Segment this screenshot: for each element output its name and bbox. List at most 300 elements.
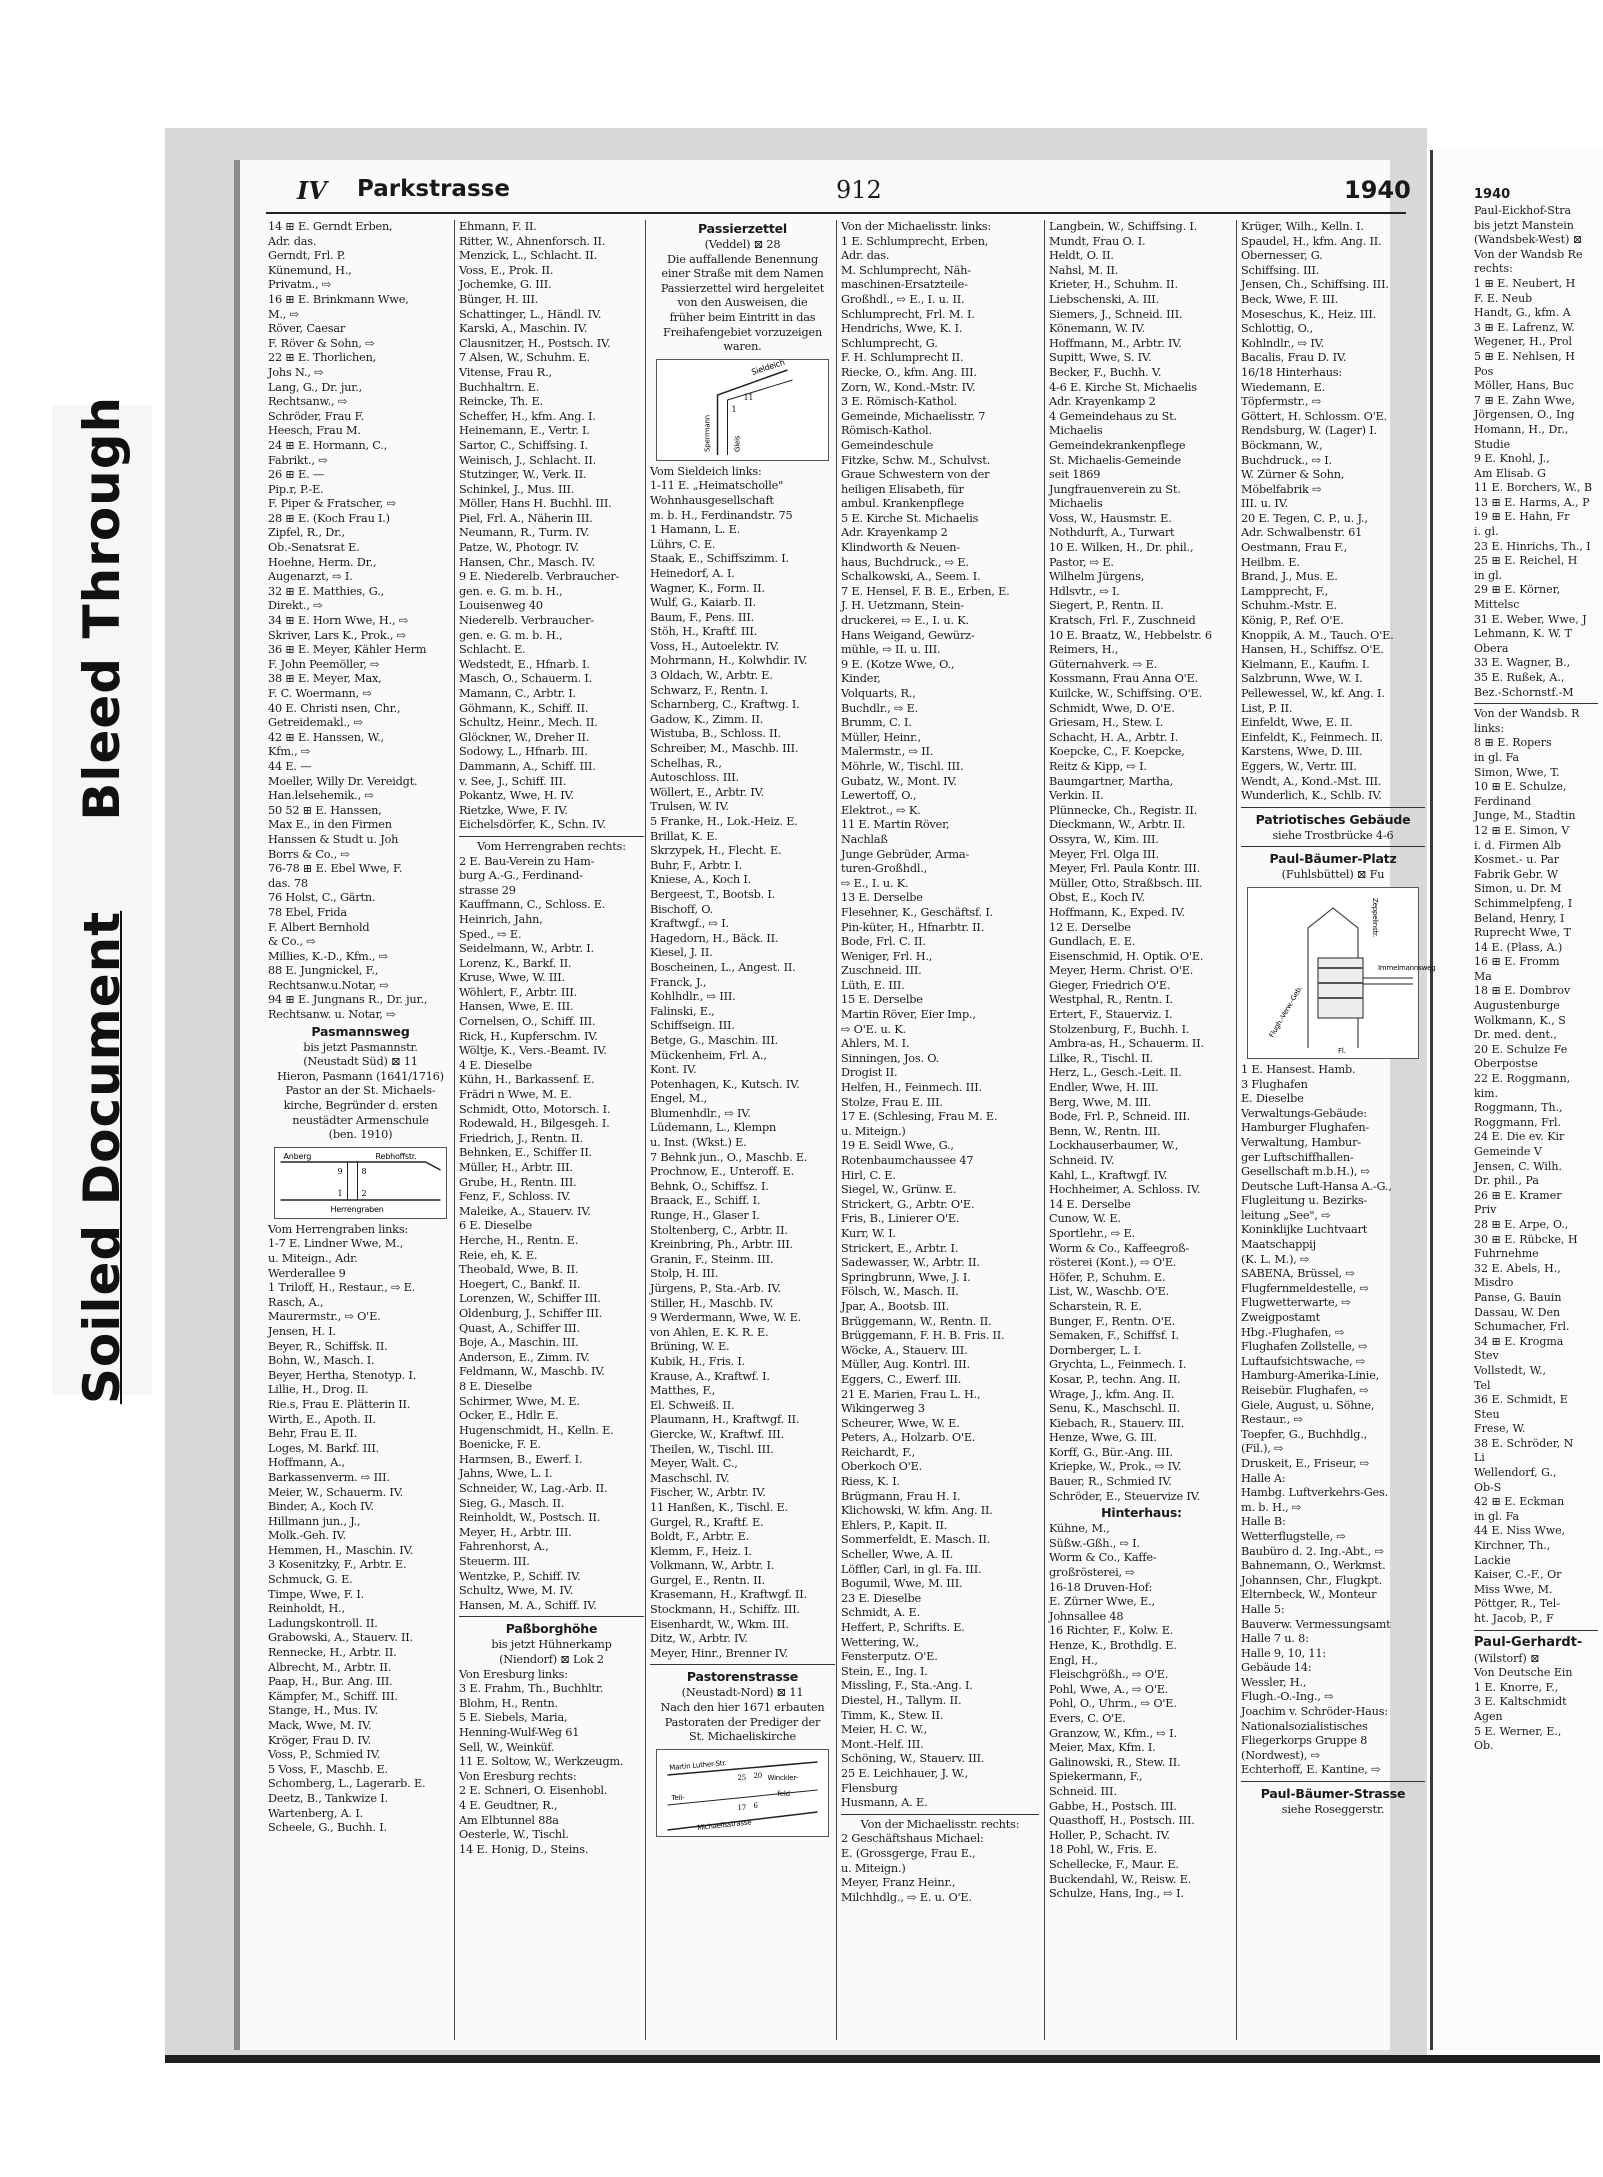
directory-entry: Maschschl. IV. [650, 1471, 730, 1485]
directory-entry: Meyer, Hinr., Brenner IV. [650, 1646, 789, 1660]
column-divider [1044, 220, 1045, 2040]
directory-entry: Dieckmann, W., Arbtr. II. [1049, 818, 1186, 832]
directory-entry: Wetterflugstelle, ⇨ [1241, 1529, 1346, 1543]
directory-entry: Lührs, C. E. [650, 537, 716, 551]
directory-entry: 34 ⊞ E. Krogma [1474, 1334, 1564, 1348]
subsection-heading: Vom Herrengraben rechts: [477, 839, 626, 853]
directory-entry: Gundlach, E. E. [1049, 935, 1136, 949]
directory-entry: Springbrunn, Wwe, J. I. [841, 1270, 971, 1284]
directory-entry: Johnsallee 48 [1049, 1609, 1124, 1623]
directory-entry: 3 Kosenitzky, F., Arbtr. E. [268, 1558, 407, 1572]
directory-entry: 5 ⊞ E. Nehlsen, H [1474, 349, 1575, 363]
directory-entry: Flugwetterwarte, ⇨ [1241, 1296, 1351, 1310]
directory-entry: Oesterle, W., Tischl. [459, 1828, 569, 1842]
directory-entry: Stange, H., Mus. IV. [268, 1704, 379, 1718]
directory-entry: Gemeindeschule [841, 438, 934, 452]
subsection-heading: Hinterhaus: [1101, 1505, 1182, 1521]
directory-entry: das. 78 [268, 876, 308, 890]
directory-entry: Bunger, F., Rentn. O'E. [1049, 1314, 1176, 1328]
directory-entry: Pokantz, Wwe, H. IV. [459, 789, 574, 803]
directory-entry: Hieron, Pasmann (1641/1716) [277, 1069, 444, 1083]
directory-entry: Wunderlich, K., Schlb. IV. [1241, 789, 1382, 803]
directory-entry: Möller, Hans, Buc [1474, 379, 1574, 393]
directory-entry: Herche, H., Rentn. E. [459, 1233, 579, 1247]
directory-entry: Granzow, W., Kfm., ⇨ I. [1049, 1726, 1177, 1740]
directory-entry: Möhrle, W., Tischl. III. [841, 759, 964, 773]
directory-entry: Kiesel, J. II. [650, 946, 713, 960]
directory-entry: leitung „See", ⇨ [1241, 1208, 1331, 1222]
directory-entry: List, P. II. [1241, 701, 1293, 715]
directory-entry: Lackie [1474, 1553, 1511, 1567]
directory-entry: Luftaufsichtswache, ⇨ [1241, 1354, 1366, 1368]
directory-entry: (Nordwest), ⇨ [1241, 1748, 1320, 1762]
directory-entry: Bode, Frl. C. II. [841, 935, 926, 949]
map-drawing [275, 1148, 446, 1218]
map-drawing [657, 1750, 828, 1836]
directory-entry: Michaelis [1049, 497, 1103, 511]
directory-entry: Töpfermstr., ⇨ [1241, 395, 1322, 409]
directory-entry: Hansen, M. A., Schiff. IV. [459, 1598, 597, 1612]
directory-entry: 21 E. Marien, Frau L. H., [841, 1387, 981, 1401]
directory-entry: & Co., ⇨ [268, 935, 316, 949]
directory-entry: Stutzinger, W., Verk. II. [459, 468, 587, 482]
map-label: Fl. [1338, 1046, 1346, 1055]
directory-entry: E. (Grossgerge, Frau E., [841, 1846, 976, 1860]
directory-entry: Hansen, Wwe, E. III. [459, 1000, 574, 1014]
directory-entry: Moseschus, K., Heiz. III. [1241, 307, 1376, 321]
directory-entry: Binder, A., Koch IV. [268, 1500, 374, 1514]
directory-entry: Scheele, G., Buchh. I. [268, 1821, 387, 1835]
directory-entry: Voss, W., Hausmstr. E. [1049, 511, 1172, 525]
directory-entry: Schneider, W., Lag.-Arb. II. [459, 1482, 608, 1496]
directory-entry: 14 E. Honig, D., Steins. [459, 1842, 589, 1856]
directory-entry: 1 E. Knorre, F., [1474, 1680, 1559, 1694]
directory-entry: Strickert, G., Arbtr. O'E. [841, 1197, 975, 1211]
directory-entry: Frädri n Wwe, M. E. [459, 1088, 572, 1102]
directory-entry: Krasemann, H., Kraftwgf. II. [650, 1588, 807, 1602]
directory-entry: Priv [1474, 1203, 1497, 1217]
directory-entry: Li [1474, 1451, 1485, 1465]
directory-entry: List, W., Waschb. O'E. [1049, 1285, 1170, 1299]
directory-entry: Johs N., ⇨ [268, 365, 324, 379]
directory-entry: Rechtsanw. u. Notar, ⇨ [268, 1008, 396, 1022]
directory-entry: Rennecke, H., Arbtr. II. [268, 1646, 397, 1660]
directory-entry: Nach den hier 1671 erbauten [660, 1701, 825, 1715]
directory-entry: m. b. H., ⇨ [1241, 1500, 1302, 1514]
directory-entry: Passierzettel wird hergeleitet [660, 281, 825, 295]
directory-entry: 10 E. Wilken, H., Dr. phil., [1049, 541, 1194, 555]
map-label: 6 [753, 1801, 758, 1810]
directory-entry: Eggers, C., Ewerf. III. [841, 1372, 962, 1386]
directory-entry: E. Zürner Wwe, E., [1049, 1595, 1155, 1609]
directory-entry: Fleischgrößh., ⇨ O'E. [1049, 1668, 1169, 1682]
directory-entry: Halle 9, 10, 11: [1241, 1646, 1326, 1660]
directory-entry: Wöcke, A., Stauerv. III. [841, 1343, 968, 1357]
map-label: Rebhoffstr. [375, 1151, 417, 1161]
directory-entry: 6 E. Dieselbe [459, 1219, 532, 1233]
section-subtitle: (Neustadt Süd) ⊠ 11 [303, 1055, 418, 1069]
directory-entry: Niederelb. Verbraucher- [459, 614, 594, 628]
directory-entry: F. E. Neub [1474, 291, 1533, 305]
directory-entry: Schröder, E., Steuervize IV. [1049, 1489, 1201, 1503]
directory-entry: Westphal, R., Rentn. I. [1049, 993, 1173, 1007]
directory-entry: bis jetzt Manstein [1474, 218, 1574, 232]
directory-entry: Volquarts, R., [841, 687, 916, 700]
directory-entry: Runge, H., Glaser I. [650, 1209, 760, 1223]
directory-entry: 25 ⊞ E. Reichel, H [1474, 554, 1578, 568]
directory-entry: 38 E. Schröder, N [1474, 1436, 1574, 1450]
directory-entry: Lockhauserbaumer, W., [1049, 1139, 1179, 1153]
directory-entry: Ma [1474, 969, 1492, 983]
directory-entry: Hoffmann, M., Arbtr. IV. [1049, 336, 1182, 350]
directory-entry: Bauer, R., Schmied IV. [1049, 1475, 1172, 1489]
directory-entry: 18 Pohl, W., Fris. E. [1049, 1843, 1157, 1857]
directory-entry: Schmuck, G. E. [268, 1573, 353, 1587]
directory-entry: Schwarz, F., Rentn. I. [650, 683, 769, 697]
directory-entry: Schmidt, A. E. [841, 1606, 920, 1620]
directory-entry: Gabbe, H., Postsch. III. [1049, 1799, 1177, 1813]
directory-entry: Voss, E., Prok. II. [459, 263, 554, 277]
directory-entry: Steuerm. III. [459, 1555, 530, 1569]
directory-entry: Sped., ⇨ E. [459, 927, 522, 941]
directory-entry: rösterei (Kont.), ⇨ O'E. [1049, 1256, 1177, 1270]
directory-entry: 1 E. Hansest. Hamb. [1241, 1062, 1356, 1076]
section-subtitle: siehe Trostbrücke 4-6 [1272, 828, 1394, 842]
directory-entry: Hansen, H., Schiffsz. O'E. [1241, 643, 1384, 657]
directory-entry: gen. e. G. m. b. H., [459, 628, 563, 642]
directory-entry: Scheurer, Wwe, W. E. [841, 1416, 960, 1430]
directory-entry: Ehlers, P., Kapit. II. [841, 1518, 948, 1532]
directory-entry: Kaiser, C.-F., Or [1474, 1568, 1562, 1582]
directory-entry: Stolze, Frau E. III. [841, 1095, 943, 1109]
directory-entry: Gemeinde V [1474, 1145, 1542, 1158]
directory-entry: Könemann, W. IV. [1049, 322, 1145, 336]
directory-entry: 76 Holst, C., Gärtn. [268, 891, 376, 905]
directory-entry: Steu [1474, 1407, 1500, 1421]
directory-entry: Großhdl., ⇨ E., I. u. II. [841, 292, 965, 306]
directory-entry: Kriepke, W., Prok., ⇨ IV. [1049, 1460, 1182, 1474]
directory-entry: i. gl. [1474, 525, 1499, 539]
directory-entry: Ferdinand [1474, 794, 1532, 808]
directory-entry: Giele, August, u. Söhne, [1241, 1398, 1375, 1412]
directory-entry: Boldt, F., Arbtr. E. [650, 1530, 750, 1544]
directory-entry: u. Miteign., Adr. [268, 1252, 358, 1265]
directory-entry: Schlumprecht, G. [841, 336, 938, 350]
directory-entry: Voss, P., Schmied IV. [268, 1748, 380, 1762]
directory-entry: Peters, A., Holzarb. O'E. [841, 1431, 976, 1445]
directory-entry: 25 E. Leichhauer, J. W., [841, 1766, 968, 1780]
section-subtitle: siehe Roseggerstr. [1281, 1803, 1385, 1817]
directory-entry: Lewertoff, O., [841, 789, 917, 803]
directory-entry: Timm, K., Stew. II. [841, 1708, 944, 1722]
directory-entry: Verwaltung, Hambur- [1241, 1135, 1361, 1149]
directory-entry: Meier, Max, Kfm. I. [1049, 1741, 1156, 1755]
directory-entry: Anderson, E., Zimm. IV. [459, 1350, 590, 1364]
directory-entry: Ritter, W., Ahnenforsch. II. [459, 234, 606, 248]
directory-entry: Sieg, G., Masch. II. [459, 1496, 565, 1510]
directory-entry: Mamann, C., Arbtr. I. [459, 687, 577, 700]
directory-entry: in gl. [1474, 568, 1503, 582]
directory-entry: Spaudel, H., kfm. Ang. II. [1241, 234, 1382, 248]
directory-entry: Schröder, Frau F. [268, 409, 364, 423]
directory-entry: Römisch-Kathol. [841, 424, 932, 438]
directory-entry: Gemeindekrankenpflege [1049, 438, 1186, 452]
directory-entry: Jungfrauenverein zu St. [1049, 482, 1181, 496]
directory-entry: Bacalis, Frau D. IV. [1241, 351, 1347, 365]
directory-entry: Franck, J., [650, 975, 707, 989]
directory-entry: Müller, H., Arbtr. III. [459, 1161, 573, 1174]
directory-entry: 1 Hamann, L. E. [650, 523, 741, 537]
directory-entry: Oberkoch O'E. [841, 1460, 923, 1474]
directory-entry: 1 Triloff, H., Restaur., ⇨ E. [268, 1281, 416, 1295]
directory-entry: Roggmann, Th., [1474, 1101, 1563, 1115]
directory-entry: Quast, A., Schiffer III. [459, 1321, 580, 1335]
directory-entry: Deutsche Luft-Hansa A.-G., [1241, 1179, 1392, 1193]
directory-entry: Betge, G., Maschin. III. [650, 1033, 778, 1047]
directory-entry: Molk.-Geh. IV. [268, 1529, 346, 1543]
directory-entry: Skrzypek, H., Flecht. E. [650, 844, 782, 858]
divider-rule [1241, 846, 1425, 847]
directory-entry: Stoltenberg, C., Arbtr. II. [650, 1223, 788, 1237]
directory-entry: 14 ⊞ E. Gerndt Erben, [268, 220, 393, 233]
directory-entry: Baubüro d. 2. Ing.-Abt., ⇨ [1241, 1544, 1384, 1558]
directory-entry: Frese, W. [1474, 1422, 1526, 1436]
directory-entry: Vom Herrengraben links: [268, 1222, 409, 1236]
directory-entry: Kinder, [841, 672, 881, 686]
page-number: 912 [836, 176, 882, 204]
directory-entry: Fliegerkorps Gruppe 8 [1241, 1734, 1368, 1748]
directory-entry: Schinkel, J., Mus. III. [459, 482, 575, 496]
directory-entry: Flensburg [841, 1781, 898, 1795]
directory-entry: von den Ausweisen, die [677, 296, 808, 310]
directory-entry: Patze, W., Photogr. IV. [459, 541, 579, 555]
directory-entry: Getreidemakl., ⇨ [268, 716, 363, 730]
directory-entry: 8 E. Dieselbe [459, 1379, 532, 1393]
directory-entry: Pastor an der St. Michaels- [285, 1084, 436, 1098]
divider-rule [459, 1616, 644, 1617]
directory-entry: 1-7 E. Lindner Wwe, M., [268, 1237, 404, 1251]
directory-entry: Eggers, W., Vertr. III. [1241, 759, 1357, 773]
directory-entry: Möbelfabrik ⇨ [1241, 482, 1322, 496]
directory-entry: Von der Michaelisstr. links: [841, 220, 991, 233]
directory-entry: Mohrmann, H., Kolwhdir. IV. [650, 654, 808, 668]
map-label: Teil- [671, 1793, 685, 1802]
directory-entry: Kühn, H., Barkassenf. E. [459, 1073, 595, 1087]
directory-entry: Obernesser, G. [1241, 249, 1323, 263]
directory-entry: Henze, Wwe, G. III. [1049, 1431, 1157, 1445]
directory-entry: Von der Wandsb. R [1474, 707, 1580, 721]
directory-entry: Langbein, W., Schiffsing. I. [1049, 220, 1198, 233]
directory-entry: 24 E. Die ev. Kir [1474, 1130, 1565, 1144]
directory-entry: Pellewessel, W., kf. Ang. I. [1241, 687, 1385, 700]
directory-entry: waren. [723, 340, 762, 354]
directory-entry: Schirmer, Wwe, M. E. [459, 1394, 580, 1408]
directory-entry: Seidelmann, W., Arbtr. I. [459, 942, 594, 956]
directory-entry: Von der Wandsb Re [1474, 247, 1583, 261]
directory-entry: Diestel, H., Tallym. II. [841, 1693, 962, 1707]
directory-entry: Sodowy, L., Hfnarb. III. [459, 745, 588, 759]
directory-entry: Mundt, Frau O. I. [1049, 234, 1146, 248]
directory-entry: ⇨ O'E. u. K. [841, 1022, 906, 1036]
directory-entry: Lorenz, K., Barkf. II. [459, 956, 572, 970]
directory-entry: Pos [1474, 364, 1494, 378]
directory-entry: Druskeit, E., Friseur, ⇨ [1241, 1456, 1370, 1470]
directory-entry: 5 E. Siebels, Maria, [459, 1711, 568, 1725]
directory-entry: Quasthoff, H., Postsch. III. [1049, 1814, 1195, 1828]
directory-entry: Stolzenburg, F., Buchh. I. [1049, 1022, 1190, 1036]
directory-entry: Mack, Wwe, M. IV. [268, 1719, 372, 1732]
directory-entry: Wiedemann, E. [1241, 380, 1326, 394]
directory-entry: 26 ⊞ E. Kramer [1474, 1188, 1562, 1202]
directory-entry: Moeller, Willy Dr. Vereidgt. [268, 774, 418, 788]
directory-entry: Reinholdt, W., Postsch. II. [459, 1511, 601, 1525]
directory-entry: Plaumann, H., Kraftwgf. II. [650, 1413, 800, 1427]
scan-bottom-edge [165, 2055, 1600, 2063]
directory-entry: Wulf, G., Kaiarb. II. [650, 596, 757, 610]
section-subtitle: (Niendorf) ⊠ Lok 2 [499, 1653, 604, 1666]
directory-entry: Rie.s, Frau E. Plätterin II. [268, 1397, 411, 1411]
directory-entry: Krieter, H., Schuhm. II. [1049, 278, 1178, 292]
directory-entry: Fischer, W., Arbtr. IV. [650, 1486, 766, 1500]
directory-entry: Pip.r, P.-E. [268, 482, 324, 496]
directory-entry: Menzick, L., Schlacht. II. [459, 249, 598, 263]
directory-entry: M. Schlumprecht, Näh- [841, 263, 971, 277]
directory-column-1 [268, 220, 453, 2040]
directory-entry: Fensterputz. O'E. [841, 1650, 938, 1664]
directory-entry: Hansen, Chr., Masch. IV. [459, 555, 595, 569]
section-title: Passierzettel [698, 221, 787, 236]
directory-entry: Oberpostse [1474, 1057, 1538, 1071]
directory-entry: seit 1869 [1049, 468, 1101, 482]
directory-entry: Hirl, C. E. [841, 1168, 896, 1182]
directory-entry: Meyer, Frl. Paula Kontr. III. [1049, 862, 1201, 876]
directory-entry: 20 E. Tegen, C. P., u. J., [1241, 511, 1368, 525]
directory-entry: m. b. H., Ferdinandstr. 75 [650, 508, 793, 522]
directory-entry: 22 E. Roggmann, [1474, 1072, 1571, 1086]
directory-entry: Heinedorf, A. I. [650, 566, 735, 580]
directory-entry: strasse 29 [459, 883, 516, 897]
directory-entry: Tel [1474, 1378, 1491, 1392]
directory-entry: M., ⇨ [268, 307, 299, 321]
directory-entry: Augenarzt, ⇨ I. [268, 570, 353, 584]
directory-entry: Krause, A., Kraftwf. I. [650, 1369, 770, 1383]
directory-entry: Misdro [1474, 1276, 1514, 1290]
street-map-pastorenstrasse [656, 1749, 829, 1837]
map-label: Anberg [283, 1151, 312, 1161]
directory-entry: Galinowski, R., Stew. II. [1049, 1755, 1181, 1769]
directory-entry: Müller, Heinr., [841, 730, 921, 744]
directory-entry: Martin Röver, Eier Imp., [841, 1008, 976, 1022]
directory-entry: 32 ⊞ E. Matthies, G., [268, 584, 384, 598]
directory-entry: 38 ⊞ E. Meyer, Max, [268, 672, 382, 686]
directory-entry: Griesam, H., Stew. I. [1049, 716, 1164, 730]
directory-entry: 40 E. Christi nsen, Chr., [268, 701, 401, 715]
directory-entry: (Fil.), ⇨ [1241, 1442, 1284, 1456]
directory-entry: Nahsl, M. II. [1049, 263, 1119, 277]
map-label: 11 [743, 392, 754, 402]
map-label: 1 [337, 1188, 343, 1198]
directory-entry: Schiffsing. III. [1241, 263, 1320, 277]
directory-entry: Boenicke, F. E. [459, 1438, 541, 1452]
directory-entry: 5 E. Kirche St. Michaelis [841, 511, 979, 525]
directory-entry: König, P., Ref. O'E. [1241, 614, 1344, 628]
directory-entry: 2 Geschäftshaus Michael: [841, 1832, 984, 1846]
directory-entry: Hans Weigand, Gewürz- [841, 628, 975, 642]
directory-entry: Flugleitung u. Bezirks- [1241, 1194, 1368, 1208]
map-label: 2 [361, 1188, 367, 1198]
directory-entry: Eisenschmid, H. Optik. O'E. [1049, 949, 1204, 963]
directory-entry: Handt, G., kfm. A [1474, 306, 1571, 320]
directory-entry: Kfm., ⇨ [268, 745, 311, 759]
directory-entry: Junge Gebrüder, Arma- [841, 847, 970, 861]
directory-entry: Scheller, Wwe, A. II. [841, 1548, 954, 1562]
directory-entry: SABENA, Brüssel, ⇨ [1241, 1267, 1355, 1281]
directory-entry: III. u. IV. [1241, 497, 1289, 511]
directory-entry: Ob. [1474, 1739, 1494, 1753]
directory-entry: Reitz & Kipp, ⇨ I. [1049, 759, 1147, 773]
directory-entry: Reisebür. Flughafen, ⇨ [1241, 1384, 1369, 1397]
directory-entry: Oldenburg, J., Schiffer III. [459, 1306, 603, 1320]
directory-entry: Göttert, H. Schlossm. O'E. [1241, 409, 1387, 423]
directory-entry: Flughafen Zollstelle, ⇨ [1241, 1340, 1368, 1354]
directory-entry: Hagedorn, H., Bäck. II. [650, 931, 779, 945]
directory-entry: Lehmann, K. W. T [1474, 627, 1572, 641]
directory-entry: 11 E. Borchers, W., B [1474, 481, 1593, 495]
header-rule [266, 212, 1406, 214]
directory-entry: 4 E. Dieselbe [459, 1058, 532, 1072]
directory-entry: Wegener, H., Prol [1474, 335, 1572, 349]
directory-entry: Maurermstr., ⇨ O'E. [268, 1310, 381, 1324]
directory-entry: Fenz, F., Schloss. IV. [459, 1190, 571, 1204]
directory-entry: 10 E. Braatz, W., Hebbelstr. 6 [1049, 628, 1212, 642]
directory-entry: 4 E. Geudtner, R., [459, 1798, 558, 1812]
directory-entry: Prochnow, E., Unteroff. E. [650, 1165, 795, 1179]
directory-entry: Jochemke, G. III. [459, 278, 552, 292]
directory-entry: Rotenbaumchaussee 47 [841, 1154, 974, 1167]
directory-entry: Hochheimer, A. Schloss. IV. [1049, 1183, 1201, 1197]
directory-entry: Schmidt, Wwe, D. O'E. [1049, 701, 1175, 715]
directory-entry: Weniger, Frl. H., [841, 949, 933, 963]
directory-entry: ht. Jacob, P., F [1474, 1612, 1554, 1625]
directory-entry: u. Inst. (Wkst.) E. [650, 1136, 747, 1150]
column-divider [836, 220, 837, 2040]
directory-entry: Salzbrunn, Wwe, W. I. [1241, 672, 1363, 686]
directory-entry: Stöh, H., Kraftf. III. [650, 625, 757, 639]
directory-entry: Meyer, H., Arbtr. III. [459, 1525, 572, 1539]
directory-entry: F. C. Woermann, ⇨ [268, 687, 372, 700]
directory-entry: Simon, Wwe, T. [1474, 765, 1560, 779]
directory-entry: Friedrich, J., Rentn. II. [459, 1131, 583, 1145]
directory-entry: Fuhrnehme [1474, 1247, 1539, 1261]
directory-entry: Maleike, A., Stauerv. IV. [459, 1204, 591, 1218]
directory-entry: 17 E. (Schlesing, Frau M. E. [841, 1110, 998, 1124]
directory-entry: Korff, G., Bür.-Ang. III. [1049, 1445, 1173, 1459]
directory-entry: 44 E. — [268, 759, 312, 773]
directory-entry: Gubatz, W., Mont. IV. [841, 774, 957, 788]
directory-entry: Fahrenhorst, A., [459, 1540, 549, 1554]
directory-entry: Kosmet.- u. Par [1474, 853, 1560, 867]
directory-entry: Brillat, K. E. [650, 829, 718, 843]
directory-entry: 5 Voss, F., Maschb. E. [268, 1762, 388, 1776]
directory-entry: Wöhlert, F., Arbtr. III. [459, 985, 578, 999]
directory-entry: Nothdurft, A., Turwart [1049, 526, 1175, 540]
directory-entry: Potenhagen, K., Kutsch. IV. [650, 1077, 800, 1091]
watermark-soiled: Soiled Document [73, 910, 131, 1405]
directory-entry: 9 E. (Kotze Wwe, O., [841, 657, 955, 671]
directory-entry: Wistuba, B., Schloss. II. [650, 727, 781, 741]
map-label: 17 [737, 1803, 747, 1812]
directory-entry: Werderallee 9 [268, 1266, 346, 1280]
